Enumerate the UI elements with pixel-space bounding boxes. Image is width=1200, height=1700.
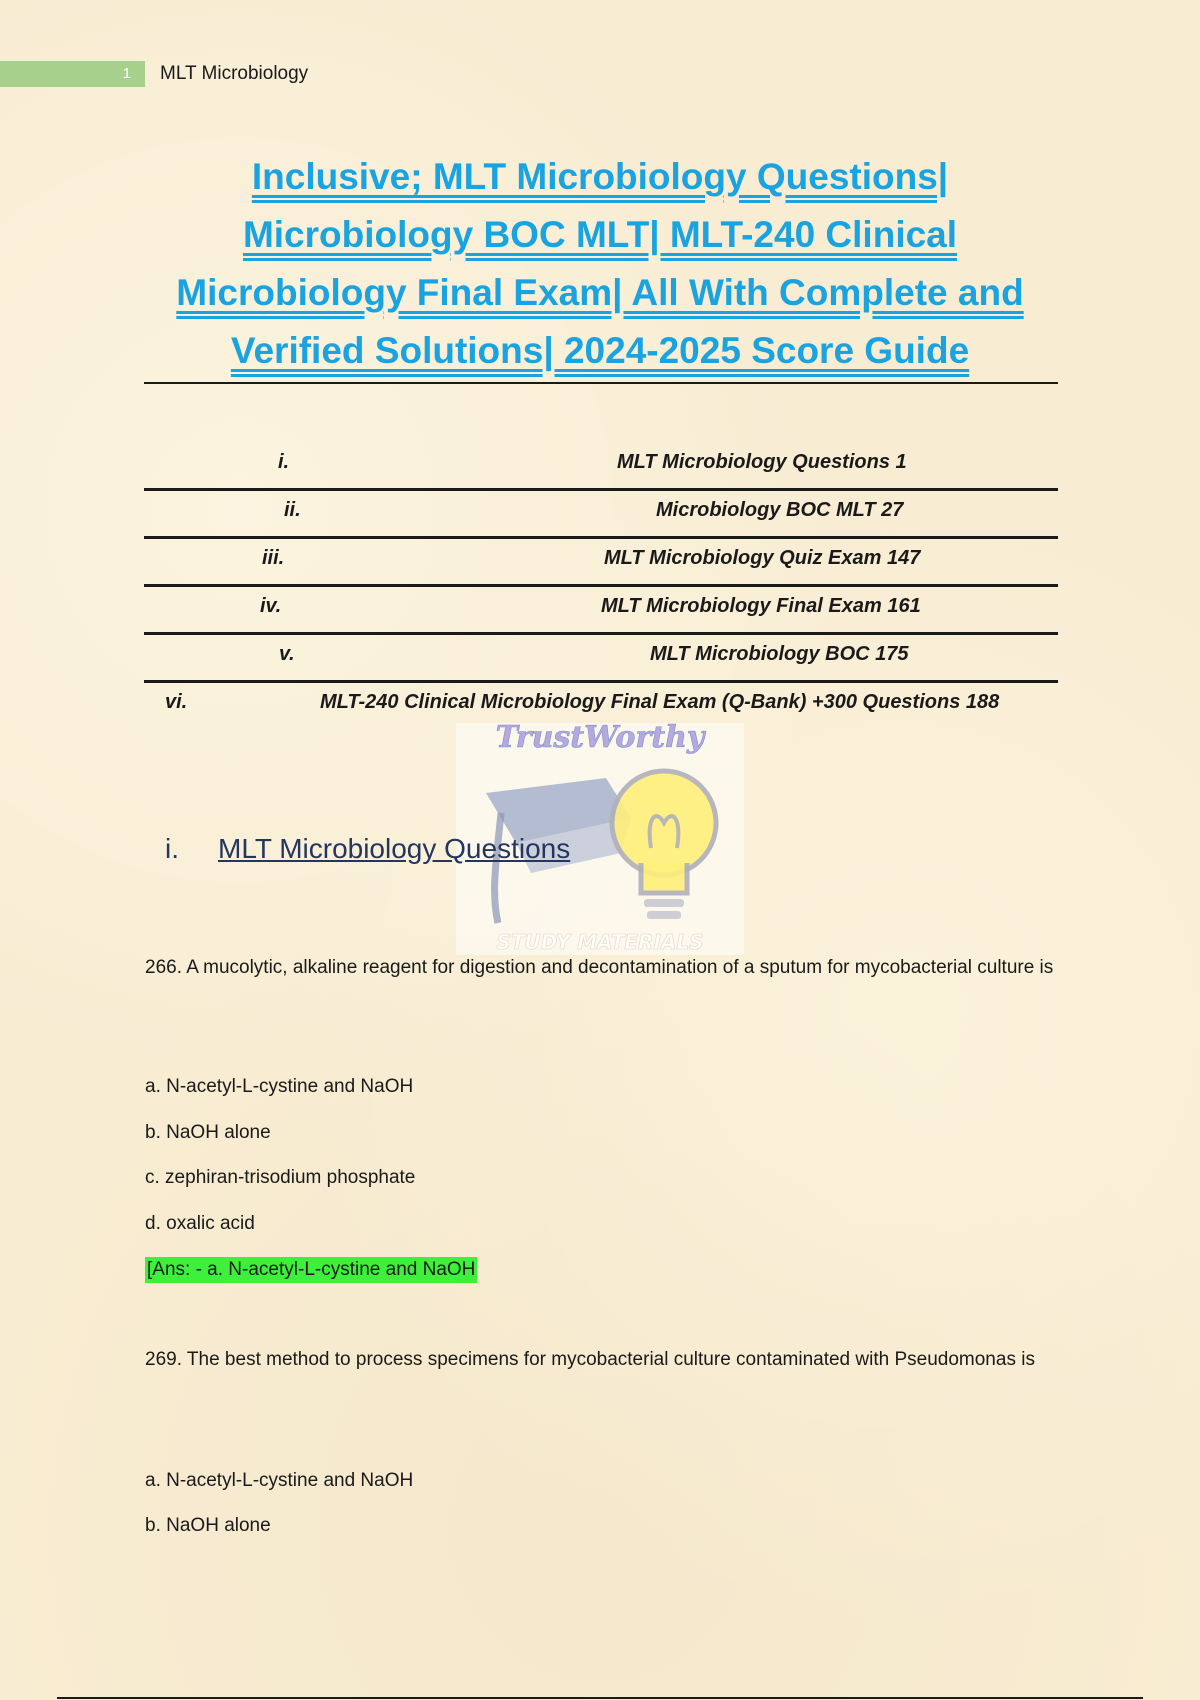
toc-entry: MLT Microbiology BOC 175 — [650, 643, 909, 665]
title-line: Microbiology Final Exam| All With Complete and — [176, 272, 1024, 313]
question-text: 266. A mucolytic, alkaline reagent for digestion and decontamination of a sputum for mycobacterial culture is — [145, 957, 1054, 978]
answer-option: b. NaOH alone — [145, 1122, 271, 1143]
toc-row[interactable] — [144, 440, 1058, 488]
toc-number: ii. — [284, 499, 301, 521]
answer-option: a. N-acetyl-L-cystine and NaOH — [145, 1470, 414, 1491]
running-header — [0, 61, 600, 87]
toc-entry: MLT Microbiology Final Exam 161 — [601, 595, 921, 617]
answer-key: [Ans: - a. N-acetyl-L-cystine and NaOH — [145, 1257, 477, 1283]
toc-entry: MLT-240 Clinical Microbiology Final Exam (Q-Bank) +300 Questions 188 — [320, 691, 1000, 713]
toc-entry: Microbiology BOC MLT 27 — [656, 499, 904, 521]
running-title: MLT Microbiology — [160, 63, 309, 84]
toc-number: vi. — [165, 691, 188, 713]
toc-row[interactable] — [144, 584, 1058, 632]
title-line: Inclusive; MLT Microbiology Questions| — [251, 156, 949, 197]
table-of-contents — [144, 440, 1058, 728]
title-divider — [144, 382, 1058, 384]
section-number: i. — [165, 833, 179, 864]
toc-number: iii. — [262, 547, 285, 569]
toc-number: v. — [279, 643, 295, 665]
answer-option: d. oxalic acid — [145, 1213, 255, 1234]
page-number: 1 — [0, 61, 145, 87]
toc-number: iv. — [260, 595, 282, 617]
toc-number: i. — [278, 451, 290, 473]
answer-option: c. zephiran-trisodium phosphate — [145, 1167, 416, 1188]
toc-row[interactable] — [144, 536, 1058, 584]
toc-entry: MLT Microbiology Quiz Exam 147 — [604, 547, 921, 569]
watermark-brand: TrustWorthy — [495, 723, 705, 755]
toc-entry: MLT Microbiology Questions 1 — [617, 451, 907, 473]
watermark-tagline: STUDY MATERIALS — [496, 930, 704, 954]
toc-row[interactable] — [144, 632, 1058, 680]
answer-option: b. NaOH alone — [145, 1515, 271, 1536]
footer-divider — [57, 1697, 1143, 1699]
title-line: Verified Solutions| 2024-2025 Score Guide — [230, 330, 970, 371]
toc-row[interactable] — [144, 488, 1058, 536]
section-title: MLT Microbiology Questions — [218, 833, 571, 864]
answer-option: a. N-acetyl-L-cystine and NaOH — [145, 1076, 414, 1097]
toc-row[interactable] — [144, 680, 1058, 728]
title-line: Microbiology BOC MLT| MLT-240 Clinical — [242, 214, 958, 255]
document-title[interactable] — [130, 148, 1070, 380]
question-text: 269. The best method to process specimens for mycobacterial culture contaminated with Pseudomonas is — [145, 1349, 1035, 1370]
